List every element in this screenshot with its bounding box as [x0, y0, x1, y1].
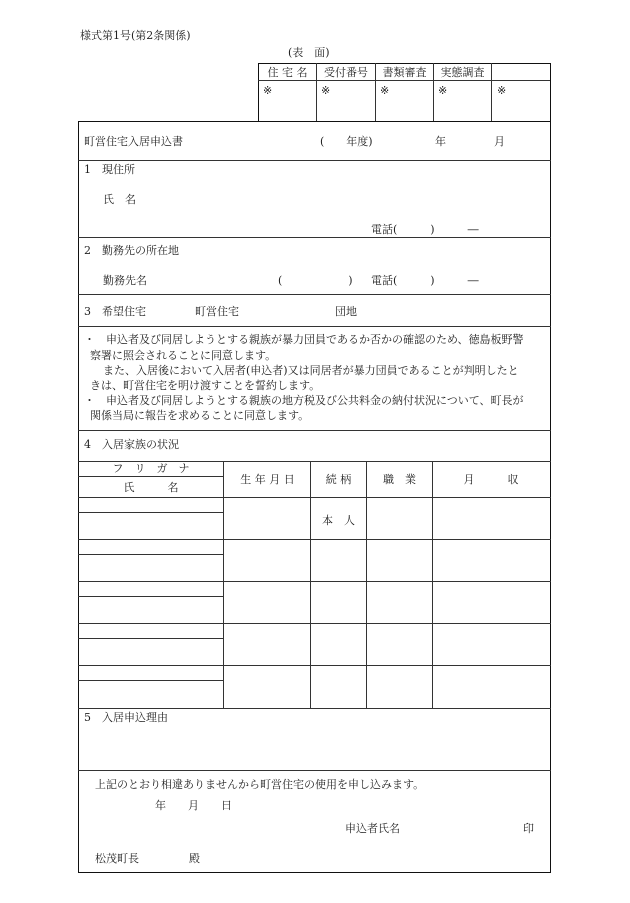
work-phone-field[interactable]: 電話( ) ― [371, 274, 479, 287]
section3-heading: 3 希望住宅 [84, 305, 146, 318]
stamp-mark: ※ [497, 84, 507, 97]
col-birthdate: 生 年 月 日 [240, 473, 295, 486]
consent-line: また、入居後において入居者(申込者)又は同居者が暴力団員であることが判明したと [103, 364, 519, 377]
consent-line: きは、町営住宅を明け渡すことを誓約します。 [90, 379, 321, 392]
form-number: 様式第1号(第2条関係) [80, 29, 191, 42]
stamp-mark: ※ [263, 84, 273, 97]
section2-heading: 2 勤務先の所在地 [84, 244, 179, 257]
workplace-paren-field[interactable]: ( ) [278, 274, 353, 287]
complex-label: 団地 [335, 305, 357, 318]
town-housing-label: 町営住宅 [195, 305, 239, 318]
declaration-statement: 上記のとおり相違ありませんから町営住宅の使用を申し込みます。 [95, 778, 425, 791]
resident-name-label: 氏 名 [103, 193, 136, 206]
consent-line: 関係当局に報告を求めることに同意します。 [90, 409, 310, 422]
honorific: 殿 [189, 852, 200, 865]
stamp-header-survey: 実態調査 [440, 66, 485, 79]
section1-heading: 1 現住所 [84, 163, 135, 176]
month-label: 月 [494, 135, 505, 148]
stamp-mark: ※ [321, 84, 331, 97]
col-monthly-income: 月 収 [463, 473, 519, 486]
stamp-mark: ※ [438, 84, 448, 97]
home-phone-field[interactable]: 電話( ) ― [371, 223, 479, 236]
stamp-header-document-review: 書類審査 [382, 66, 427, 79]
stamp-header-housing: 住 宅 名 [267, 66, 308, 79]
consent-line: 察署に照会されることに同意します。 [90, 349, 277, 362]
col-relation: 続 柄 [325, 473, 352, 486]
fiscal-year-field[interactable]: ( 年度) [320, 135, 373, 148]
section4-heading: 4 入居家族の状況 [84, 438, 179, 451]
consent-line: ・ 申込者及び同居しようとする親族が暴力団員であるか否かの確認のため、徳島板野警 [84, 333, 524, 346]
stamp-header-receipt: 受付番号 [324, 66, 368, 79]
stamp-mark: ※ [380, 84, 390, 97]
addressee: 松茂町長 [95, 852, 139, 865]
col-furigana: フ リ ガ ナ [112, 462, 190, 475]
workplace-label: 勤務先名 [103, 274, 147, 287]
section5-heading: 5 入居申込理由 [84, 711, 168, 724]
col-name: 氏 名 [123, 481, 179, 494]
side-label: (表 面) [288, 46, 330, 59]
form-title: 町営住宅入居申込書 [84, 135, 183, 148]
consent-line: ・ 申込者及び同居しようとする親族の地方税及び公共料金の納付状況について、町長が [84, 394, 524, 407]
applicant-name-label: 申込者氏名 [345, 822, 400, 835]
relation-self: 本 人 [322, 514, 355, 527]
col-occupation: 職 業 [383, 473, 416, 486]
declaration-date[interactable]: 年 月 日 [155, 799, 232, 812]
seal-mark: 印 [523, 822, 534, 835]
year-label: 年 [435, 135, 446, 148]
